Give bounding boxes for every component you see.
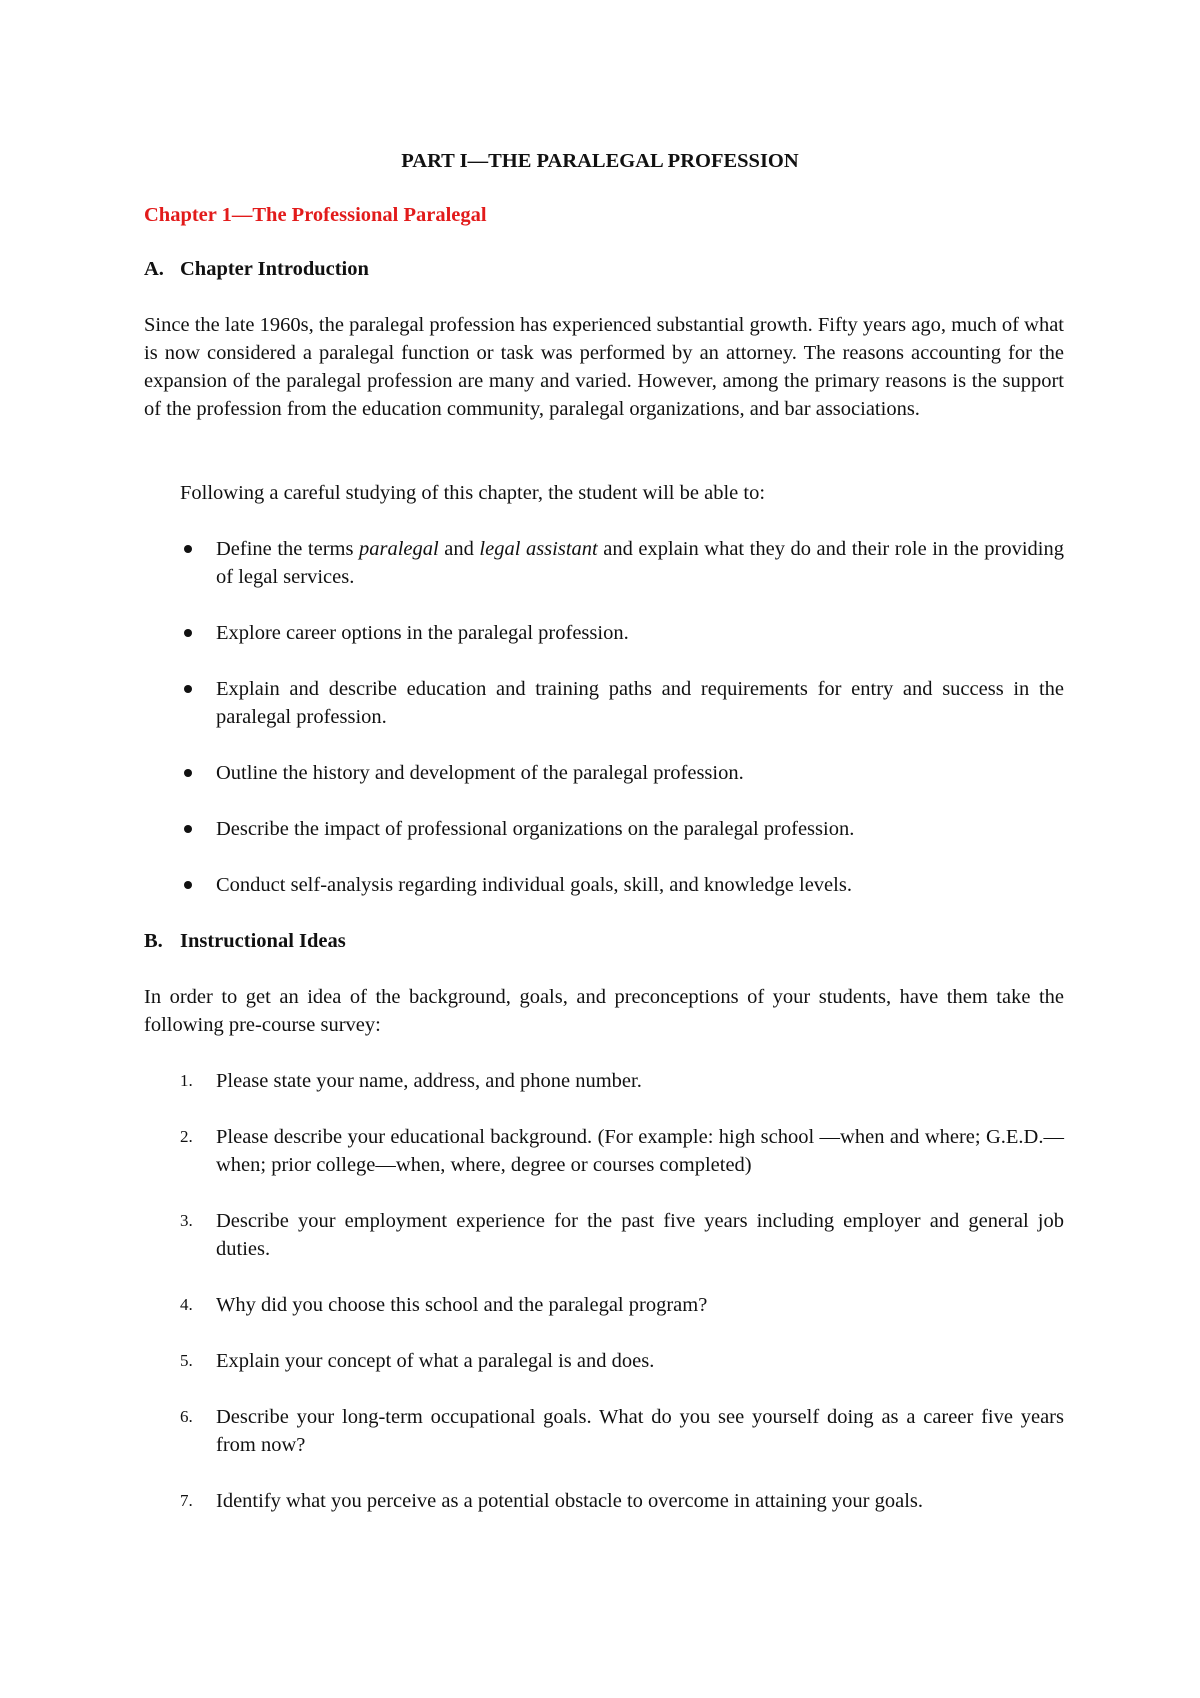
survey-item xyxy=(180,1347,1064,1375)
survey-item-number: 5. xyxy=(180,1351,193,1370)
survey-item-text: Describe your employment experience for the past five years including employer and general job duties. xyxy=(216,1210,1064,1260)
survey-item xyxy=(180,1403,1064,1459)
survey-item-number: 6. xyxy=(180,1407,193,1426)
objectives-lead: Following a careful studying of this chapter, the student will be able to: xyxy=(180,482,766,504)
objective-text: Explain and describe education and training paths and requirements for entry and success in the paralegal profession. xyxy=(216,678,1064,728)
objective-text: Describe the impact of professional organizations on the paralegal profession. xyxy=(216,818,855,840)
survey-item-number: 4. xyxy=(180,1295,193,1314)
section-b-letter: B. xyxy=(144,930,163,952)
survey-item-number: 3. xyxy=(180,1211,193,1230)
section-a-heading xyxy=(144,255,369,283)
term-legal-assistant: legal assistant xyxy=(479,538,598,560)
survey-item xyxy=(180,1291,1064,1319)
survey-item xyxy=(180,1067,1064,1095)
objective-item xyxy=(180,815,1064,843)
objective-item xyxy=(180,535,1064,591)
section-b-title: Instructional Ideas xyxy=(180,930,346,952)
objective-item xyxy=(180,675,1064,731)
intro-paragraph: Since the late 1960s, the paralegal profession has experienced substantial growth. Fifty years ago, much of what is now considered a paralegal function or task was performed by an attorney. The reasons accounting for the expansion of the paralegal profession are many and varied. However, among the primary reasons is the support of the profession from the education community, paralegal organizations, and bar associations. xyxy=(144,314,1064,420)
survey-item xyxy=(180,1207,1064,1263)
objective-text: Explore career options in the paralegal profession. xyxy=(216,622,629,644)
objective-item xyxy=(180,871,1064,899)
section-b-heading xyxy=(144,927,346,955)
part-title: PART I—THE PARALEGAL PROFESSION xyxy=(401,150,799,172)
objective-text: Outline the history and development of the paralegal profession. xyxy=(216,762,744,784)
survey-item-text: Identify what you perceive as a potential obstacle to overcome in attaining your goals. xyxy=(216,1490,924,1512)
survey-item-number: 1. xyxy=(180,1071,193,1090)
survey-item-text: Why did you choose this school and the paralegal program? xyxy=(216,1294,708,1316)
section-a-title: Chapter Introduction xyxy=(180,258,369,280)
section-a-letter: A. xyxy=(144,258,164,280)
term-paralegal: paralegal xyxy=(359,538,439,560)
survey-item-text: Explain your concept of what a paralegal is and does. xyxy=(216,1350,655,1372)
objective-text: Define the terms paralegal and legal assistant and explain what they do and their role in the providing of legal services. xyxy=(216,538,1064,588)
survey-item xyxy=(180,1487,1064,1515)
objective-text: Conduct self-analysis regarding individual goals, skill, and knowledge levels. xyxy=(216,874,852,896)
survey-item-number: 2. xyxy=(180,1127,193,1146)
survey-item-text: Describe your long-term occupational goals. What do you see yourself doing as a career five years from now? xyxy=(216,1406,1064,1456)
survey-item-text: Please state your name, address, and phone number. xyxy=(216,1070,642,1092)
survey-intro-paragraph: In order to get an idea of the background, goals, and preconceptions of your students, have them take the following pre-course survey: xyxy=(144,986,1064,1036)
objective-item xyxy=(180,619,1064,647)
chapter-title: Chapter 1—The Professional Paralegal xyxy=(144,204,487,226)
objective-item xyxy=(180,759,1064,787)
survey-item-text: Please describe your educational background. (For example: high school —when and where; G.E.D.—when; prior college—when, where, degree or courses completed) xyxy=(216,1126,1064,1176)
survey-item xyxy=(180,1123,1064,1179)
survey-item-number: 7. xyxy=(180,1491,193,1510)
